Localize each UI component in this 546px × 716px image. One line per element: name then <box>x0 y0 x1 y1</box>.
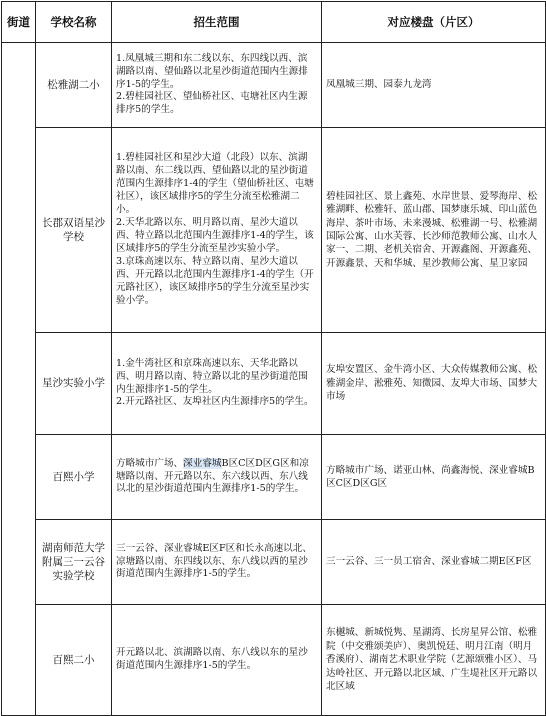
range-text-highlight: 深业睿城 <box>183 457 222 469</box>
range-item: 开元路以北、滨湖路以南、东八线以东的星沙街道范围内生源排序1-5的学生。 <box>116 647 308 671</box>
school-name-cell: 长郡双语星沙学校 <box>36 128 112 333</box>
header-corresponding-estates: 对应楼盘（片区） <box>322 2 546 43</box>
estate-cell: 东樾城、新城悦隽、星湖湾、长房星昇公馆、松雅院（中交雅颂美庐）、奥凯悦廷、明月江南（明月香溪府）、湖南艺术职业学院（艺源颂雅小区）、马达岭社区、开元路以北区域、广生堤社区开元路以北区域 <box>322 605 546 716</box>
table-row <box>2 43 546 128</box>
range-item: 1.凤凰城三期和东二线以东、东四线以西、滨湖路以南、望仙路以北星沙街道范围内生源排序1-5的学生。 <box>116 52 308 90</box>
table-row <box>2 605 546 716</box>
range-item: 三一云谷、深业睿城E区F区和长永高速以北、凉塘路以南、东四线以东、东八线以西的星沙街道范围内生源排序1-5的学生。 <box>116 542 312 580</box>
table-row <box>2 520 546 605</box>
range-item: 3.京珠高速以东、特立路以南、星沙大道以西、开元路以北范围内生源排序1-4的学生（开元路社区），该区域排序5的学生分流至星沙实验小学。 <box>116 255 314 306</box>
header-row <box>2 2 546 43</box>
enrollment-range-cell <box>112 128 322 333</box>
header-school-name: 学校名称 <box>36 2 112 43</box>
street-cell <box>2 43 36 716</box>
enrollment-zone-table <box>1 1 546 716</box>
range-text-pre: 方略城市广场、 <box>116 457 184 469</box>
enrollment-range-cell <box>112 43 322 128</box>
enrollment-range-cell <box>112 520 322 605</box>
range-item: 1.金牛湾社区和京珠高速以东、天华北路以西、明月路以南、特立路以北的星沙街道范围内生源排序1-5的学生。 <box>116 357 308 395</box>
table-row <box>2 435 546 520</box>
range-item: 1.碧桂园社区和星沙大道（北段）以东、滨湖路以南、东二线以西、望仙路以北的星沙街道范围内生源排序1-4的学生（望仙桥社区、屯塘社区），该区域排序5的学生分流至松雅湖二小。 <box>116 152 314 216</box>
school-name-cell: 百熙小学 <box>36 435 112 520</box>
enrollment-range-cell <box>112 333 322 435</box>
estate-cell: 三一云谷、三一员工宿舍、深业睿城二期E区F区 <box>322 520 546 605</box>
range-item: 2.开元路社区、友埠社区内生源排序5的学生。 <box>116 396 314 408</box>
table-row <box>2 333 546 435</box>
range-item: 2.碧桂园社区、望仙桥社区、屯塘社区内生源排序5的学生。 <box>116 91 308 116</box>
enrollment-range-cell <box>112 605 322 716</box>
school-name-cell: 星沙实验小学 <box>36 333 112 435</box>
header-street: 街道 <box>2 2 36 43</box>
header-enrollment-range: 招生范围 <box>112 2 322 43</box>
estate-cell: 方略城市广场、诺亚山林、尚鑫海悦、深业睿城B区C区D区G区 <box>322 435 546 520</box>
table-row <box>2 128 546 333</box>
estate-cell: 友埠安置区、金牛湾小区、大众传媒教师公寓、松雅湖金岸、淞雅苑、知微园、友埠大市场、国梦大市场 <box>322 333 546 435</box>
range-item: 2.天华北路以东、明月路以南、星沙大道以西、特立路以北范围内生源排序1-4的学生，该区域排序5的学生分流至星沙实验小学。 <box>116 217 314 254</box>
school-name-cell: 湖南师范大学附属三一云谷实验学校 <box>36 520 112 605</box>
estate-cell: 凤凰城三期、园泰九龙湾 <box>322 43 546 128</box>
range-text-post: B区C区D区G区和凉塘路以南、开元路以东、东六线以西、东八线以北的星沙街道范围内生源排序1-5的学生。 <box>116 457 309 495</box>
school-name-cell: 松雅湖二小 <box>36 43 112 128</box>
estate-cell: 碧桂园社区、景上鑫苑、水岸世景、爱琴海岸、松雅湖畔、松雅轩、蓝山郡、国梦康乐城、印山蓝色海岸、茶叶市场、未来漫城、松雅湖一号、松雅湖国际公寓、山水芙蓉、长沙师范教师公寓、山水人家一、二期、老机关宿舍、开源鑫阁、开源鑫苑、开源鑫景、天和华城、星沙教师公寓、星卫家园 <box>322 128 546 333</box>
school-name-cell: 百熙二小 <box>36 605 112 716</box>
enrollment-range-cell <box>112 435 322 520</box>
